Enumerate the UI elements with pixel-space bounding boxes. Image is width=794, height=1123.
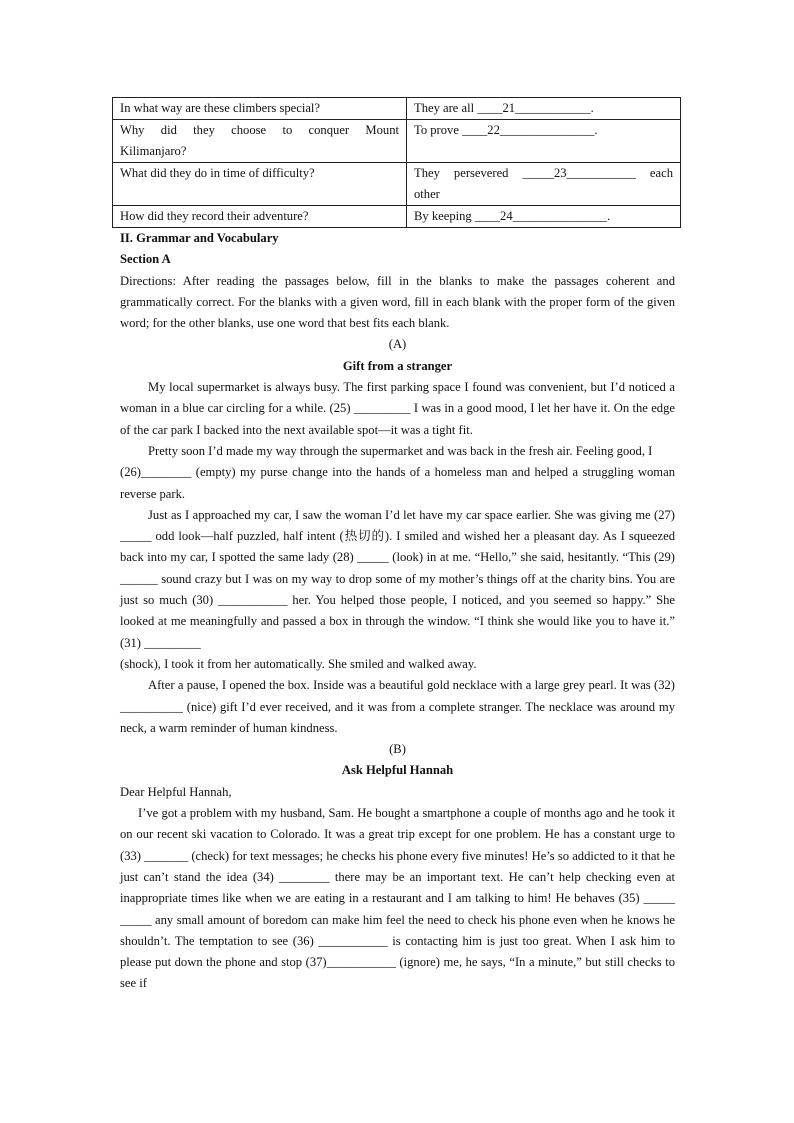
directions: Directions: After reading the passages below, fill in the blanks to make the passages coherent and grammatically correct. For the blanks with a given word, fill in each blank with the proper form of the given word; for the other blanks, use one word that best fits each blank.	[120, 273, 675, 331]
passage-a-paragraph: (26)________ (empty) my purse change into the hands of a homeless man and helped a struggling woman reverse park.	[120, 465, 675, 501]
question-table	[112, 97, 681, 228]
main-content	[120, 228, 675, 995]
letter-salutation: Dear Helpful Hannah,	[120, 784, 232, 799]
table-row	[113, 98, 681, 120]
passage-a-paragraph: My local supermarket is always busy. The first parking space I found was convenient, but I’d noticed a woman in a blue car circling for a while. (25) _________ I was in a good mood, I let her have it. On the edge of the car park I backed into the next available spot—it was a tight fit.	[120, 380, 675, 437]
table-question-line: Kilimanjaro?	[120, 144, 187, 158]
section-heading: II. Grammar and Vocabulary	[120, 231, 279, 245]
passage-b-title: Ask Helpful Hannah	[341, 763, 454, 778]
passage-a-paragraph: (shock), I took it from her automatically. She smiled and walked away.	[120, 656, 477, 671]
table-answer: By keeping ____24_______________.	[407, 206, 681, 228]
passage-a-title: Gift from a stranger	[342, 358, 453, 373]
table-answer: They are all ____21____________.	[407, 98, 681, 120]
table-answer: To prove ____22_______________.	[407, 120, 681, 163]
passage-b-paragraph: I’ve got a problem with my husband, Sam. He bought a smartphone a couple of months ago and he took it on our recent ski vacation to Colorado. It was a great trip except for one problem. He has a constant urge to (33) _______ (check) for text messages; he checks his phone every five minutes! He’s so addicted to it that he just can’t stand the idea (34) ________ there may be an important text. He can’t help checking even at inappropriate times like when we are eating in a restaurant and I am talking to him! He behaves (35) _____ _____ any small amount of boredom can make him feel the need to check his phone even when he knows he shouldn’t. The temptation to see (36) ___________ is contacting him is just too great. When I ask him to please put down the phone and stop (37)___________ (ignore) me, he says, “In a minute,” but still checks to see if	[120, 806, 676, 991]
section-a-heading: Section A	[120, 252, 171, 267]
passage-a-paragraph: After a pause, I opened the box. Inside was a beautiful gold necklace with a large grey pearl. It was (32) __________ (nice) gift I’d ever received, and it was from a complete stranger. The necklace was around my neck, a warm reminder of human kindness.	[120, 678, 675, 735]
table-question: What did they do in time of difficulty?	[113, 163, 407, 206]
table-answer-line: They persevered _____23___________ each	[414, 166, 673, 180]
passage-a-label: (A)	[388, 337, 407, 352]
passage-a-paragraph: Pretty soon I’d made my way through the supermarket and was back in the fresh air. Feeling good, I	[148, 443, 653, 458]
table-row	[113, 206, 681, 228]
passage-b-label: (B)	[389, 742, 406, 757]
table-answer-line: other	[414, 187, 440, 201]
table-question	[113, 120, 407, 163]
table-question-line: Why did they choose to conquer Mount	[120, 123, 399, 137]
passage-a-paragraph: Just as I approached my car, I saw the woman I’d let have my car space earlier. She was giving me (27) _____ odd look—half puzzled, half intent (热切的). I smiled and wished her a pleasant day. As I squeezed back into my car, I spotted the same lady (28) _____ (look) in at me. “Hello,” she said, hesitantly. “This (29) ______ sound crazy but I was on my way to drop some of my mother’s things off at the charity bins. You are just so much (30) ___________ her. You helped those people, I noticed, and you seemed so happy.” She looked at me meaningfully and passed a box in through the window. “I think she would like you to have it.” (31) _________	[120, 507, 675, 650]
table-question: How did they record their adventure?	[113, 206, 407, 228]
table-question: In what way are these climbers special?	[113, 98, 407, 120]
table-row	[113, 163, 681, 206]
table-answer	[407, 163, 681, 206]
table-row	[113, 120, 681, 163]
